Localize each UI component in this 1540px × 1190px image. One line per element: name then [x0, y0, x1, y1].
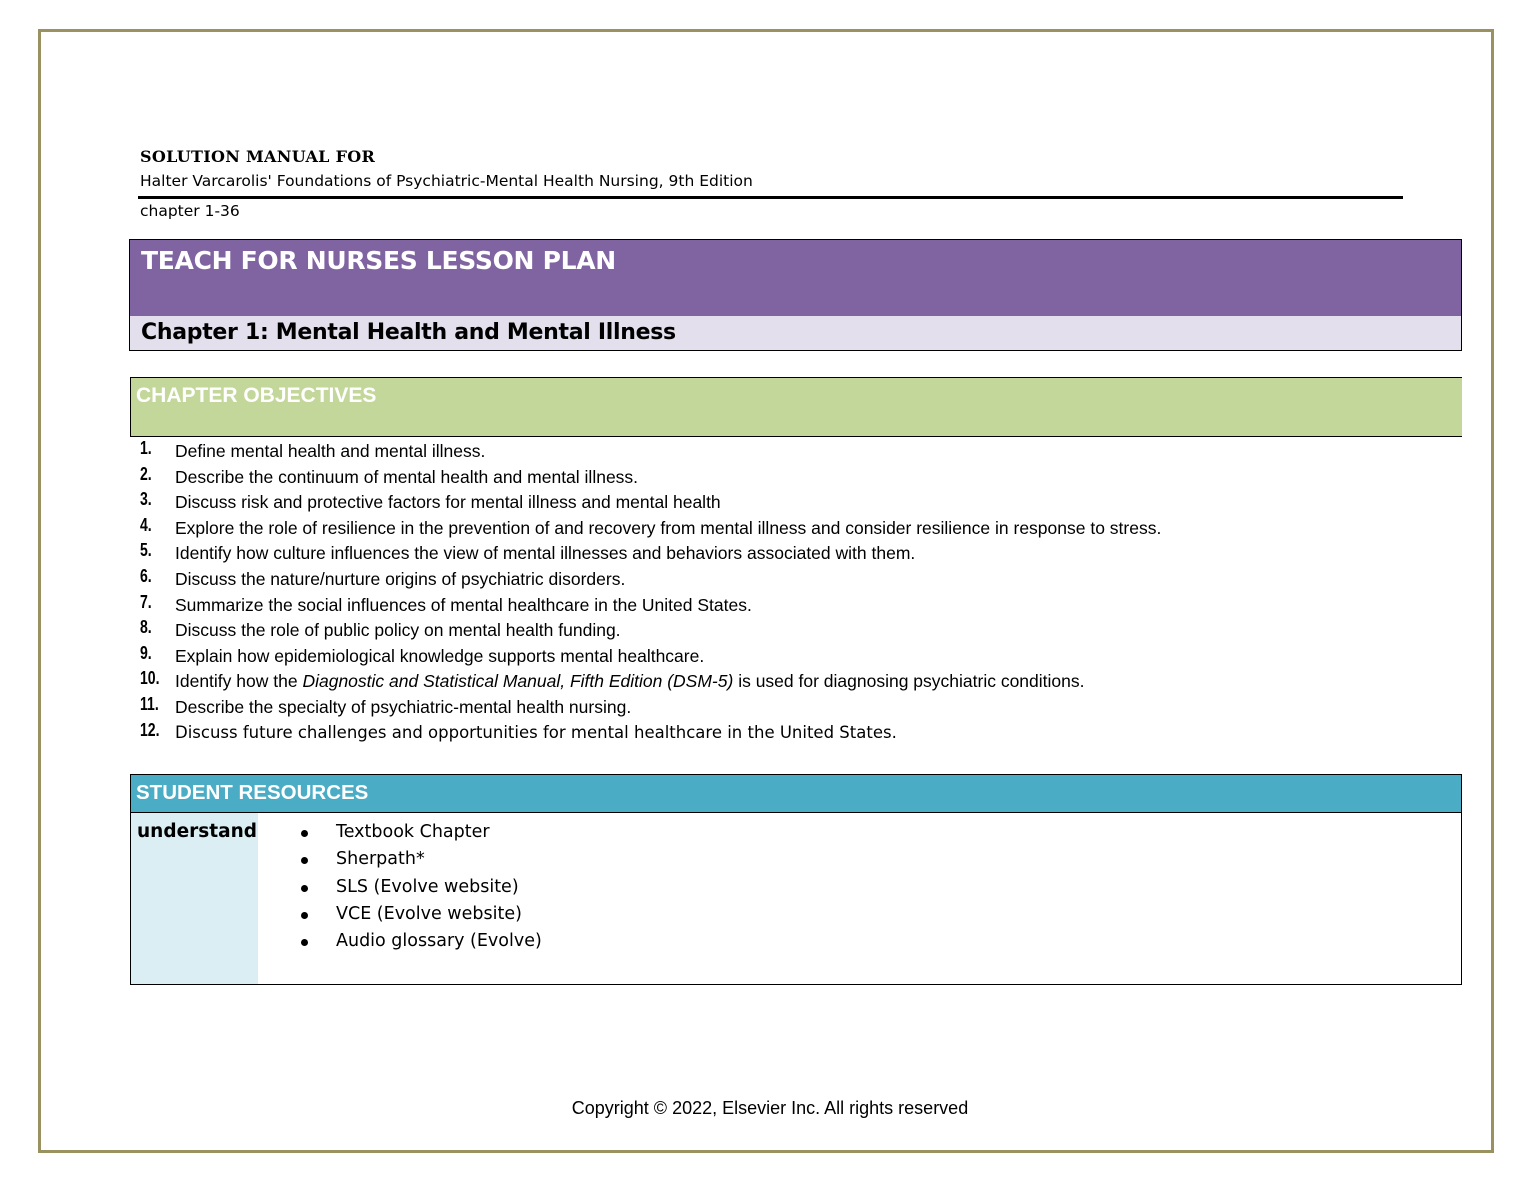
resources-list [301, 819, 542, 955]
resource-item: Textbook Chapter [301, 819, 542, 846]
resource-item: Sherpath* [301, 846, 542, 873]
objective-number: 7. [140, 591, 152, 612]
objective-number: 11. [140, 693, 159, 714]
chapter-range: chapter 1-36 [140, 202, 240, 220]
chapter-title: Chapter 1: Mental Health and Mental Illness [141, 320, 676, 345]
resources-header [130, 774, 1462, 813]
objective-text: Describe the continuum of mental health and mental illness. [175, 466, 639, 487]
objective-text: Explore the role of resilience in the prevention of and recovery from mental illness and consider resilience in response to stress. [175, 517, 1162, 538]
objective-number: 1. [140, 438, 152, 458]
objective-text: Describe the specialty of psychiatric-mental health nursing. [175, 696, 632, 717]
objective-text: Identify how culture influences the view of mental illnesses and behaviors associated with them. [175, 543, 916, 564]
copyright-notice: Copyright © 2022, Elsevier Inc. All rights reserved [571, 1098, 969, 1118]
objectives-heading: CHAPTER OBJECTIVES [136, 384, 377, 407]
dsm-title-italic: Diagnostic and Statistical Manual, Fifth Edition (DSM-5) [302, 671, 734, 692]
objective-text-part: is used for diagnosing psychiatric conditions. [733, 671, 1085, 692]
lesson-plan-title: TEACH FOR NURSES LESSON PLAN [141, 246, 616, 275]
objective-text: Discuss future challenges and opportunities for mental healthcare in the United States. [175, 722, 897, 742]
objective-number: 8. [140, 617, 152, 638]
objective-text-part: Identify how the [175, 671, 303, 692]
objectives-header [130, 377, 1462, 437]
resources-heading: STUDENT RESOURCES [136, 781, 369, 804]
objective-text: Explain how epidemiological knowledge supports mental healthcare. [175, 645, 705, 666]
objective-text [175, 668, 1085, 694]
resource-item: VCE (Evolve website) [301, 901, 542, 928]
lesson-plan-banner [129, 239, 1462, 317]
book-title: Halter Varcarolis' Foundations of Psychiatric-Mental Health Nursing, 9th Edition [140, 172, 753, 190]
resources-label-cell [131, 813, 258, 984]
objective-number: 2. [140, 463, 152, 484]
chapter-banner [129, 316, 1462, 351]
objective-text: Discuss the role of public policy on mental health funding. [175, 620, 621, 641]
objective-number: 3. [140, 489, 152, 510]
resources-label: understand [137, 821, 258, 842]
objective-text: Summarize the social influences of mental healthcare in the United States. [175, 594, 752, 615]
objective-text: Discuss the nature/nurture origins of psychiatric disorders. [175, 568, 626, 589]
objective-number: 4. [140, 514, 152, 535]
objective-text: Define mental health and mental illness. [175, 441, 486, 461]
manual-title: SOLUTION MANUAL FOR [140, 147, 376, 166]
resources-table [130, 812, 1462, 985]
resource-item: SLS (Evolve website) [301, 874, 542, 901]
objective-number: 9. [140, 642, 152, 663]
objective-number: 12. [140, 719, 160, 740]
objective-number: 10. [140, 668, 160, 689]
objective-number: 5. [140, 540, 152, 561]
objective-number: 6. [140, 565, 152, 586]
header-divider [138, 196, 1403, 199]
resource-item: Audio glossary (Evolve) [301, 928, 542, 955]
objective-text: Discuss risk and protective factors for mental illness and mental health [175, 492, 721, 513]
